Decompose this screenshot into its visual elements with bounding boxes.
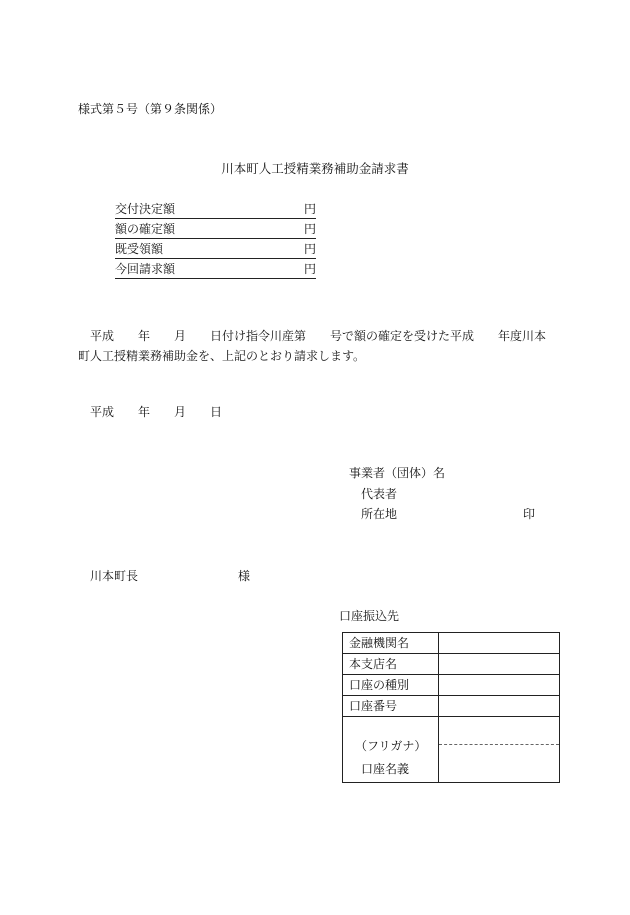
amount-label: 既受領額 bbox=[115, 242, 164, 256]
furigana-divider bbox=[439, 744, 559, 745]
document-title: 川本町人工授精業務補助金請求書 bbox=[221, 161, 409, 176]
table-cell-label: 金融機関名 bbox=[349, 636, 410, 650]
amount-label: 今回請求額 bbox=[115, 262, 176, 276]
amount-row-received bbox=[115, 243, 316, 259]
request-statement bbox=[78, 326, 558, 366]
table-cell-label: 本支店名 bbox=[349, 657, 398, 671]
table-row-account-number bbox=[343, 696, 559, 717]
amount-label: 交付決定額 bbox=[115, 202, 176, 216]
amount-label: 額の確定額 bbox=[115, 222, 176, 236]
yen-unit: 円 bbox=[303, 262, 316, 276]
request-date: 平成 年 月 日 bbox=[90, 405, 223, 419]
table-row-account-type bbox=[343, 675, 559, 696]
applicant-name-label: 事業者（団体）名 bbox=[349, 466, 446, 480]
yen-unit: 円 bbox=[303, 202, 316, 216]
yen-unit: 円 bbox=[303, 222, 316, 236]
amount-row-grant-decision bbox=[115, 203, 316, 219]
request-statement-line-2: 町人工授精業務補助金を、上記のとおり請求します。 bbox=[78, 349, 366, 363]
bank-account-table bbox=[342, 632, 560, 783]
amount-row-current-request bbox=[115, 263, 316, 279]
table-row-bank-name bbox=[343, 633, 559, 654]
bank-transfer-heading: 口座振込先 bbox=[339, 609, 400, 623]
representative-label: 代表者 bbox=[361, 487, 398, 501]
addressee-name: 川本町長 bbox=[90, 569, 139, 583]
address-label: 所在地 bbox=[361, 507, 398, 521]
table-row-branch bbox=[343, 654, 559, 675]
request-statement-line-1: 平成 年 月 日付け指令川産第 号で額の確定を受けた平成 年度川本 bbox=[90, 329, 547, 343]
furigana-label: （フリガナ） bbox=[355, 739, 427, 753]
account-holder-label: 口座名義 bbox=[361, 762, 410, 776]
form-number: 様式第５号（第９条関係） bbox=[78, 102, 223, 116]
amount-row-confirmed bbox=[115, 223, 316, 239]
addressee-honorific: 様 bbox=[238, 569, 251, 583]
yen-unit: 円 bbox=[303, 242, 316, 256]
table-cell-label: 口座の種別 bbox=[349, 678, 410, 692]
seal-mark: 印 bbox=[523, 507, 536, 521]
table-cell-label: 口座番号 bbox=[349, 699, 398, 713]
